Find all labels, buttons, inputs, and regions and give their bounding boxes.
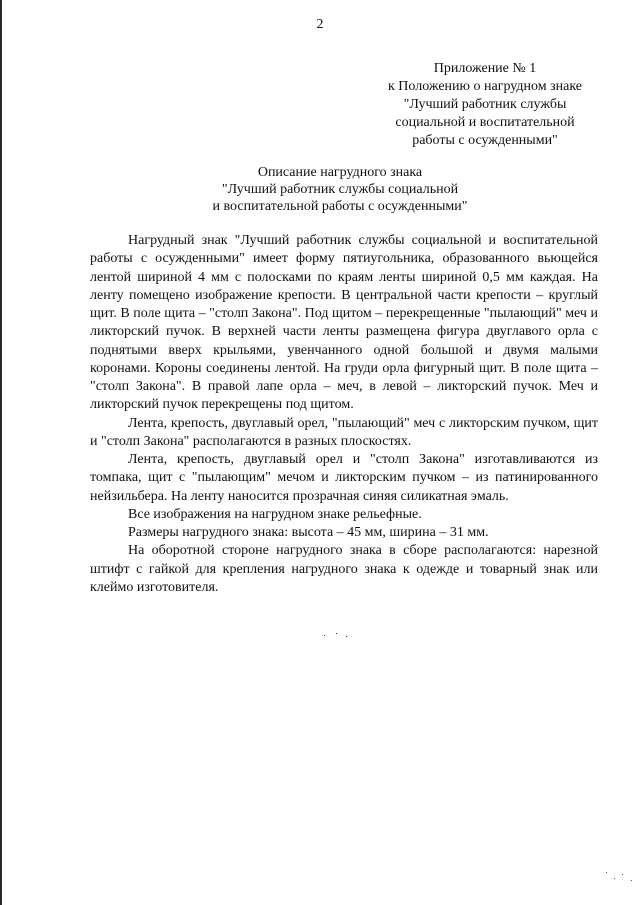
page-number: 2: [316, 17, 324, 32]
scan-edge: [0, 0, 2, 905]
body-text: [90, 232, 598, 597]
scan-margin-dots: [600, 870, 640, 882]
annex-line: работы с осужденными": [412, 133, 558, 148]
title-line: Описание нагрудного знака: [257, 165, 423, 180]
paragraph-planes: Лента, крепость, двуглавый орел, "пылающий" меч с ликторским пучком, щит и "столп Закона" располагаются в разных плоскостях.: [90, 415, 598, 449]
paragraph-reverse-side: На оборотной стороне нагрудного знака в сборе располагаются: нарезной штифт с гайкой для крепления нагрудного знака к одежде и товарный знак или клеймо изготовителя.: [90, 543, 598, 595]
annex-line: Приложение № 1: [433, 61, 537, 76]
paragraph-badge-description: Нагрудный знак "Лучший работник службы социальной и воспитательной работы с осужденными" имеет форму пятиугольника, образованного вьющейся лентой шириной 4 мм с полосками по краям ленты шириной 0,5 мм каждая. На ленту помещено изображение крепости. В центральной части крепости – круглый щит. В поле щита – "столп Закона". Под щитом – перекрещенные "пылающий" меч и ликторский пучок. В верхней части ленты размещена фигура двуглавого орла с поднятыми вверх крыльями, увенчанного одной большой и двумя малыми коронами. Короны соединены лентой. На груди орла фигурный щит. В поле щита – "столп Закона". В правой лапе орла – меч, в левой – ликторский пучок. Меч и ликторский пучок перекрещены под щитом.: [90, 233, 598, 413]
annex-header: [365, 60, 605, 150]
document-title: [180, 164, 500, 215]
annex-line: социальной и воспитательной: [395, 115, 575, 130]
paragraph-materials: Лента, крепость, двуглавый орел и "столп Закона" изготавливаются из томпака, щит с "пылающим" мечом и ликторским пучком – из патинированного нейзильбера. На ленту наносится прозрачная синяя силикатная эмаль.: [90, 452, 598, 504]
annex-line: к Положению о нагрудном знаке: [387, 79, 582, 94]
annex-line: "Лучший работник службы: [403, 97, 567, 112]
title-line: и воспитательной работы с осужденными": [212, 199, 468, 214]
scan-specks: [320, 632, 360, 638]
paragraph-dimensions: Размеры нагрудного знака: высота – 45 мм, ширина – 31 мм.: [128, 525, 489, 540]
paragraph-relief: Все изображения на нагрудном знаке рельефные.: [128, 506, 422, 522]
title-line: "Лучший работник службы социальной: [221, 182, 459, 197]
